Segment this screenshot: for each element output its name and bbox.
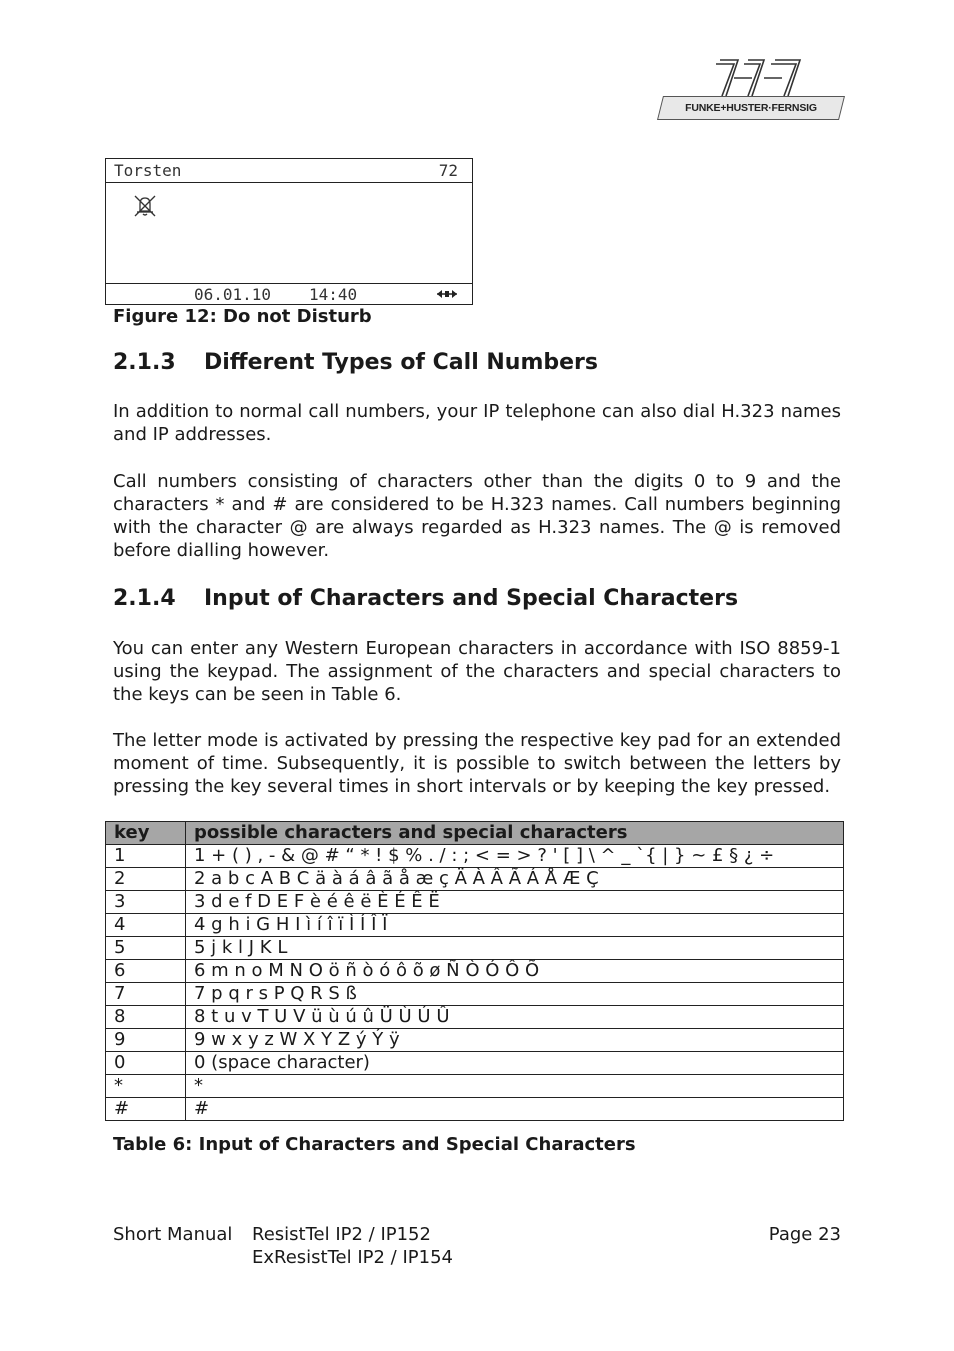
table-row: [106, 1052, 844, 1075]
paragraph-213-2: Call numbers consisting of characters other than the digits 0 to 9 and the characters * and # are considered to be H.323 names. Call numbers beginning with the character @ are always regarded as H.323 names. The @ is removed before dialling however.: [113, 471, 841, 561]
table-header-row: [106, 822, 844, 845]
display-caller-name: Torsten: [114, 161, 182, 180]
table-row: [106, 1006, 844, 1029]
table-row: [106, 937, 844, 960]
table-cell-characters: 5 j k l J K L: [186, 937, 844, 960]
table-cell-key: 7: [106, 983, 186, 1006]
table-row: [106, 1098, 844, 1121]
footer-page-number: Page 23: [768, 1224, 841, 1245]
table-row: [106, 983, 844, 1006]
fhf-logo-mark: [660, 56, 842, 100]
table-cell-characters: *: [186, 1075, 844, 1098]
table-cell-characters: 4 g h i G H I ì í î ï Ì Í Î Ï: [186, 914, 844, 937]
display-divider-top: [106, 182, 472, 183]
company-logo: [660, 56, 842, 122]
logo-brand-text: FUNKE+HUSTER·FERNSIG: [685, 102, 817, 114]
table-cell-characters: 7 p q r s P Q R S ß: [186, 983, 844, 1006]
table-cell-key: 1: [106, 845, 186, 868]
figure-caption: Figure 12: Do not Disturb: [113, 306, 372, 327]
table-row: [106, 960, 844, 983]
footer-product-line2: ExResistTel IP2 / IP154: [252, 1247, 453, 1268]
table-header-characters: possible characters and special characters: [186, 822, 844, 845]
display-time: 14:40: [309, 285, 358, 304]
table-cell-characters: 6 m n o M N O ö ñ ò ó ô õ ø Ñ Ò Ó Ô Õ: [186, 960, 844, 983]
bell-crossed-icon: [132, 193, 158, 219]
display-divider-bottom: [106, 283, 472, 284]
table-cell-key: #: [106, 1098, 186, 1121]
table-row: [106, 914, 844, 937]
table-row: [106, 891, 844, 914]
table-cell-key: 9: [106, 1029, 186, 1052]
table-cell-characters: 2 a b c A B C ä à á â ã å æ ç Ä À Â Ã Á Å Æ Ç: [186, 868, 844, 891]
table-cell-characters: #: [186, 1098, 844, 1121]
table-row: [106, 868, 844, 891]
footer-doc-type: Short Manual: [113, 1224, 233, 1245]
table-cell-key: 3: [106, 891, 186, 914]
table-cell-characters: 8 t u v T U V ü ù ú û Ü Ù Ú Û: [186, 1006, 844, 1029]
table-header-key: key: [106, 822, 186, 845]
table-cell-characters: 1 + ( ) , - & @ # “ * ! $ % . / : ; < = > ? ' [ ] \ ^ _ `{ | } ~ £ § ¿ ÷: [186, 845, 844, 868]
section-number-214: 2.1.4: [113, 586, 176, 611]
table-row: [106, 845, 844, 868]
character-table: [105, 821, 844, 1121]
table-cell-key: 6: [106, 960, 186, 983]
table-cell-key: 0: [106, 1052, 186, 1075]
arrows-left-right-icon: [436, 287, 458, 301]
table-cell-characters: 3 d e f D E F è é ê ë È É Ê Ë: [186, 891, 844, 914]
table-row: [106, 1075, 844, 1098]
table-cell-characters: 9 w x y z W X Y Z ý Ý ÿ: [186, 1029, 844, 1052]
paragraph-213-1: In addition to normal call numbers, your IP telephone can also dial H.323 names and IP addresses.: [113, 401, 841, 445]
paragraph-214-1: You can enter any Western European characters in accordance with ISO 8859-1 using the keypad. The assignment of the characters and special characters to the keys can be seen in Table 6.: [113, 638, 841, 705]
table-cell-key: 5: [106, 937, 186, 960]
display-extension-number: 72: [438, 161, 458, 180]
display-date: 06.01.10: [194, 285, 272, 304]
table-cell-key: 8: [106, 1006, 186, 1029]
table-cell-key: 4: [106, 914, 186, 937]
section-number-213: 2.1.3: [113, 350, 176, 375]
table-row: [106, 1029, 844, 1052]
table-cell-key: *: [106, 1075, 186, 1098]
table-cell-key: 2: [106, 868, 186, 891]
paragraph-214-2: The letter mode is activated by pressing the respective key pad for an extended moment of time. Subsequently, it is possible to switch between the letters by pressing the key several times in short intervals or by keeping the key pressed.: [113, 730, 841, 797]
phone-display: [105, 158, 473, 305]
section-title-214: Input of Characters and Special Characters: [204, 586, 739, 611]
table-cell-characters: 0 (space character): [186, 1052, 844, 1075]
footer-product-line1: ResistTel IP2 / IP152: [252, 1224, 431, 1245]
section-title-213: Different Types of Call Numbers: [204, 350, 599, 375]
table-caption: Table 6: Input of Characters and Special Characters: [113, 1134, 636, 1155]
